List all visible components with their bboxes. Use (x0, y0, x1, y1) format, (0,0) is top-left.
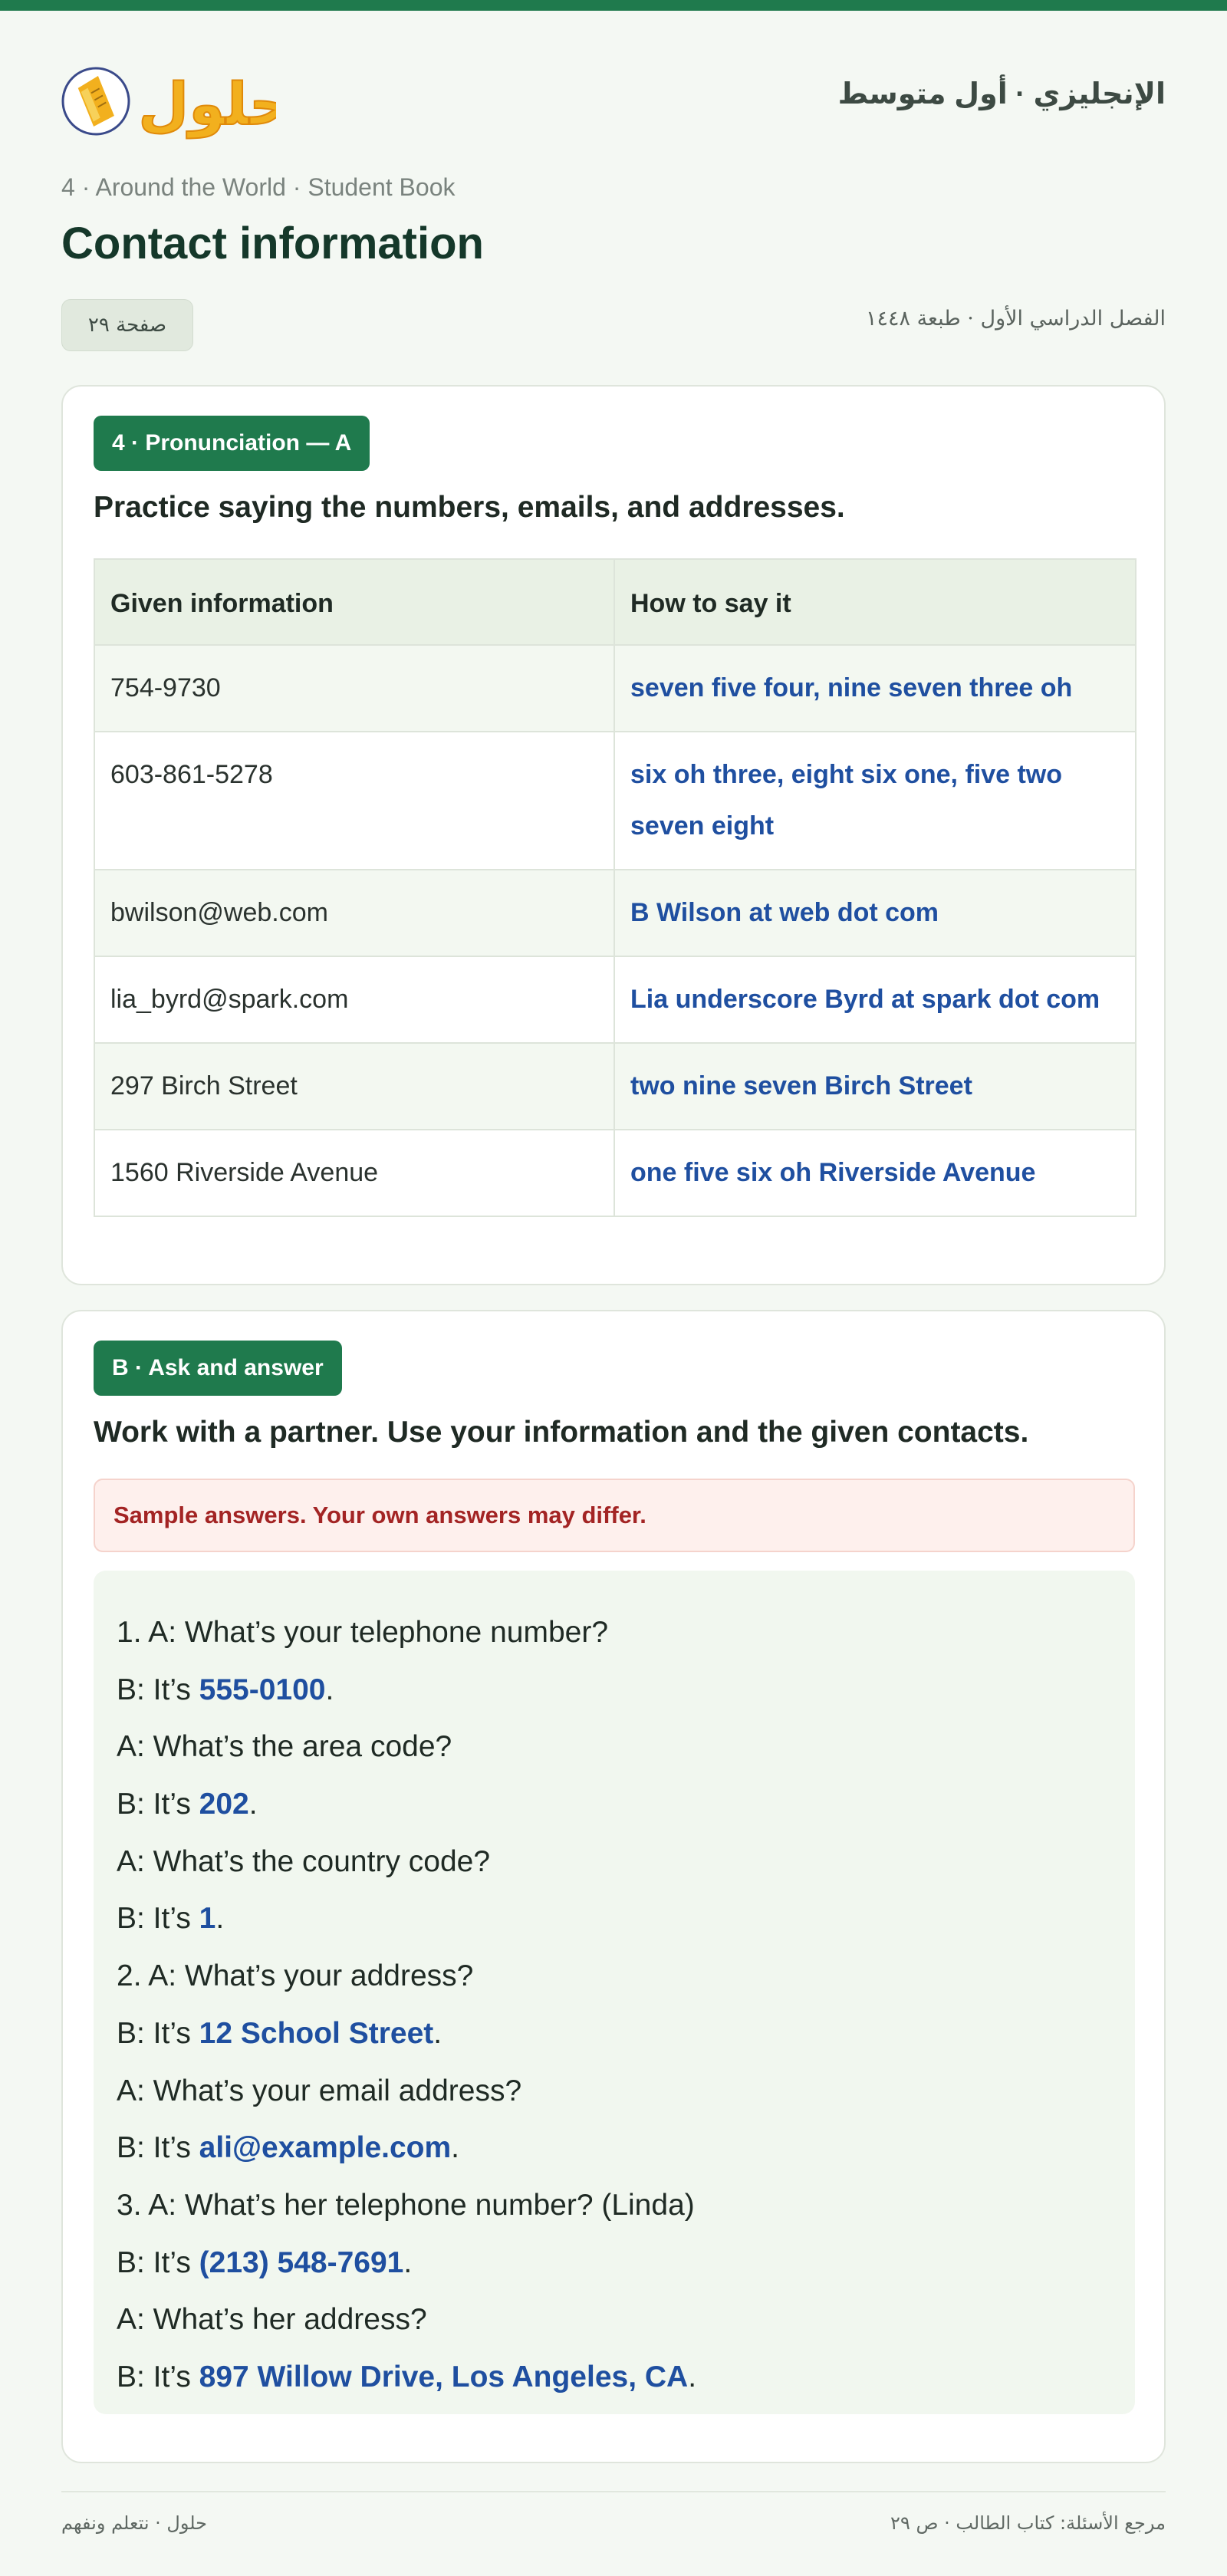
question-text: 1. A: What’s your telephone number? (117, 1616, 609, 1649)
section-a-instruction: Practice saying the numbers, emails, and addresses. (94, 491, 845, 524)
footer-tagline: حلول · نتعلم ونفهم (61, 2512, 207, 2534)
top-accent-bar (0, 0, 1227, 11)
question-text: A: What’s the area code? (117, 1730, 452, 1764)
say-cell: two nine seven Birch Street (614, 1043, 1136, 1130)
dialogue-line (117, 1604, 1112, 1662)
term-info: الفصل الدراسي الأول · طبعة ١٤٤٨ (865, 307, 1166, 331)
page-header (61, 48, 1166, 155)
answer-value: ali@example.com (199, 2131, 452, 2165)
answer-value: 555-0100 (199, 1673, 326, 1706)
answer-prefix: B: It’s (117, 1673, 199, 1706)
logo-wordmark: حلول (138, 70, 276, 138)
dialogue-box (94, 1571, 1135, 2414)
answer-suffix: . (248, 1788, 258, 1821)
dialogue-line (117, 1948, 1112, 2005)
answer-value: 897 Willow Drive, Los Angeles, CA (199, 2360, 689, 2393)
given-cell: bwilson@web.com (94, 870, 614, 956)
answer-value: 202 (199, 1788, 249, 1821)
question-text: 2. A: What’s your address? (117, 1959, 474, 1993)
table-row (94, 645, 1136, 732)
breadcrumb: 4 · Around the World · Student Book (61, 173, 456, 201)
answer-suffix: . (433, 2016, 442, 2050)
ask-answer-card (61, 1310, 1166, 2463)
question-text: A: What’s the country code? (117, 1844, 491, 1878)
answer-value: (213) 548-7691 (199, 2245, 404, 2279)
dialogue-line (117, 1834, 1112, 1891)
dialogue-line (117, 2291, 1112, 2349)
dialogue-line (117, 1890, 1112, 1948)
dialogue-line (117, 1776, 1112, 1834)
given-cell: 603-861-5278 (94, 732, 614, 870)
footer-reference: مرجع الأسئلة: كتاب الطالب · ص ٢٩ (890, 2512, 1166, 2534)
answer-value: 1 (199, 1902, 216, 1936)
question-text: A: What’s her address? (117, 2303, 427, 2337)
dialogue-line (117, 2005, 1112, 2063)
dialogue-line (117, 1662, 1112, 1719)
question-text: A: What’s your email address? (117, 2074, 522, 2107)
dialogue-line (117, 2063, 1112, 2120)
question-text: 3. A: What’s her telephone number? (Linda) (117, 2188, 695, 2222)
table-row (94, 870, 1136, 956)
answer-suffix: . (451, 2131, 460, 2165)
section-b-instruction: Work with a partner. Use your information and the given contacts. (94, 1416, 1029, 1449)
say-cell: B Wilson at web dot com (614, 870, 1136, 956)
page-number-badge: صفحة ٢٩ (61, 299, 193, 351)
given-cell: 297 Birch Street (94, 1043, 614, 1130)
table-header-row (94, 559, 1136, 645)
answer-suffix: . (215, 1902, 225, 1936)
say-cell: six oh three, eight six one, five two seven eight (614, 732, 1136, 870)
given-cell: lia_byrd@spark.com (94, 956, 614, 1043)
say-cell: one five six oh Riverside Avenue (614, 1130, 1136, 1216)
given-cell: 1560 Riverside Avenue (94, 1130, 614, 1216)
pronunciation-table (94, 558, 1137, 1217)
dialogue-line (117, 1719, 1112, 1776)
dialogue-line (117, 2349, 1112, 2407)
dialogue-line (117, 2120, 1112, 2177)
subject-title: الإنجليزي · أول متوسط (837, 78, 1166, 110)
column-header-given: Given information (94, 559, 614, 645)
sample-answers-notice: Sample answers. Your own answers may differ. (94, 1479, 1135, 1552)
footer-divider (61, 2491, 1166, 2492)
table-row (94, 1130, 1136, 1216)
answer-value: 12 School Street (199, 2016, 434, 2050)
table-row (94, 732, 1136, 870)
answer-prefix: B: It’s (117, 1902, 199, 1936)
dialogue-line (117, 2235, 1112, 2292)
section-b-badge: B · Ask and answer (94, 1341, 342, 1396)
site-logo[interactable] (61, 48, 276, 155)
answer-prefix: B: It’s (117, 2360, 199, 2393)
answer-suffix: . (403, 2245, 413, 2279)
book-logo-icon (61, 48, 276, 155)
page-title: Contact information (61, 219, 484, 268)
say-cell: seven five four, nine seven three oh (614, 645, 1136, 732)
table-row (94, 1043, 1136, 1130)
section-a-badge: 4 · Pronunciation — A (94, 416, 370, 471)
answer-prefix: B: It’s (117, 2245, 199, 2279)
pronunciation-card (61, 385, 1166, 1285)
answer-prefix: B: It’s (117, 2016, 199, 2050)
dialogue-line (117, 2177, 1112, 2235)
say-cell: Lia underscore Byrd at spark dot com (614, 956, 1136, 1043)
answer-suffix: . (688, 2360, 697, 2393)
answer-suffix: . (325, 1673, 334, 1706)
answer-prefix: B: It’s (117, 1788, 199, 1821)
given-cell: 754-9730 (94, 645, 614, 732)
column-header-say: How to say it (614, 559, 1136, 645)
table-row (94, 956, 1136, 1043)
answer-prefix: B: It’s (117, 2131, 199, 2165)
